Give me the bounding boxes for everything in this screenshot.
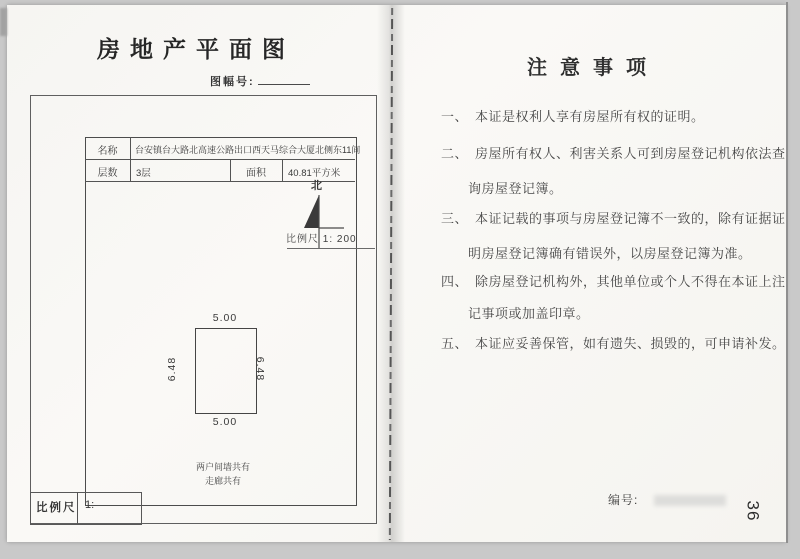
note-item-4-continuation: 记事项或加盖印章。 [468,306,590,321]
note-item-2 [441,143,786,162]
note-item-5-number: 五、 [441,336,469,351]
serial-number-row [608,491,726,508]
area-label-cell: 面积 [246,168,266,179]
dimension-left: 6.48 [166,356,178,382]
note-item-5-text: 本证应妥善保管，如有遗失、损毁的，可申请补发。 [475,336,786,351]
dimension-bottom: 5.00 [212,416,238,428]
sheet-number-row [210,73,310,89]
note-item-2-text-line1: 房屋所有权人、利害关系人可到房屋登记机构依法查 [475,146,786,161]
scale-annotation: 比例尺 1: 200 [286,234,357,245]
name-label-cell: 名称 [97,146,118,157]
side-page-number: 36 [743,500,763,522]
area-value-cell: 40.81平方米 [288,168,341,179]
scale-box-label: 比例尺 [36,502,77,514]
scale-box-value: 1: [85,499,95,511]
note-item-1-number: 一、 [441,109,469,124]
dimension-right: 6.48 [254,356,266,382]
building-outline [195,328,257,414]
note-item-4-text-line1: 除房屋登记机构外，其他单位或个人不得在本证上注 [475,274,786,289]
sheet-number-label: 图幅号: [210,76,255,88]
dimension-top: 5.00 [212,312,238,324]
note-item-4-number: 四、 [441,274,469,289]
scale-annotation-underline [287,248,375,249]
note-item-3-text-line1: 本证记载的事项与房屋登记簿不一致的，除有证据证 [475,211,786,226]
note-item-4 [441,271,786,290]
scan-corner-artifact [0,8,7,36]
table-area-column-divider-2 [282,159,283,181]
sheet-number-blank-line [258,74,310,85]
note-item-2-number: 二、 [441,146,469,161]
scan-right-edge [786,2,788,543]
north-label: 北 [311,180,322,192]
note-item-2-continuation: 询房屋登记簿。 [468,181,563,196]
note-item-1-text: 本证是权利人享有房屋所有权的证明。 [475,109,705,124]
note-item-3-number: 三、 [441,211,469,226]
scale-box-divider [77,492,78,524]
floors-value-cell: 3层 [136,168,151,179]
note-item-3-continuation: 明房屋登记簿确有错误外，以房屋登记簿为准。 [468,246,752,261]
plan-shared-note-line1: 两户间墙共有 [195,462,250,472]
floors-label-cell: 层数 [97,168,118,179]
table-label-column-divider [130,137,131,181]
serial-number-label: 编号: [608,493,639,507]
table-row-divider [85,159,355,160]
page-title: 房地产平面图 [97,36,295,62]
plan-shared-note-line2: 走廊共有 [204,475,241,486]
note-item-5 [441,333,786,352]
name-value-cell: 台安镇台大路北高速公路出口西天马综合大厦北侧东11间 [135,145,361,155]
notes-title: 注意事项 [527,57,659,79]
faint-serial-stamp [654,495,726,506]
note-item-1 [441,106,705,125]
plan-shared-note [158,461,288,488]
note-item-3 [441,208,786,227]
